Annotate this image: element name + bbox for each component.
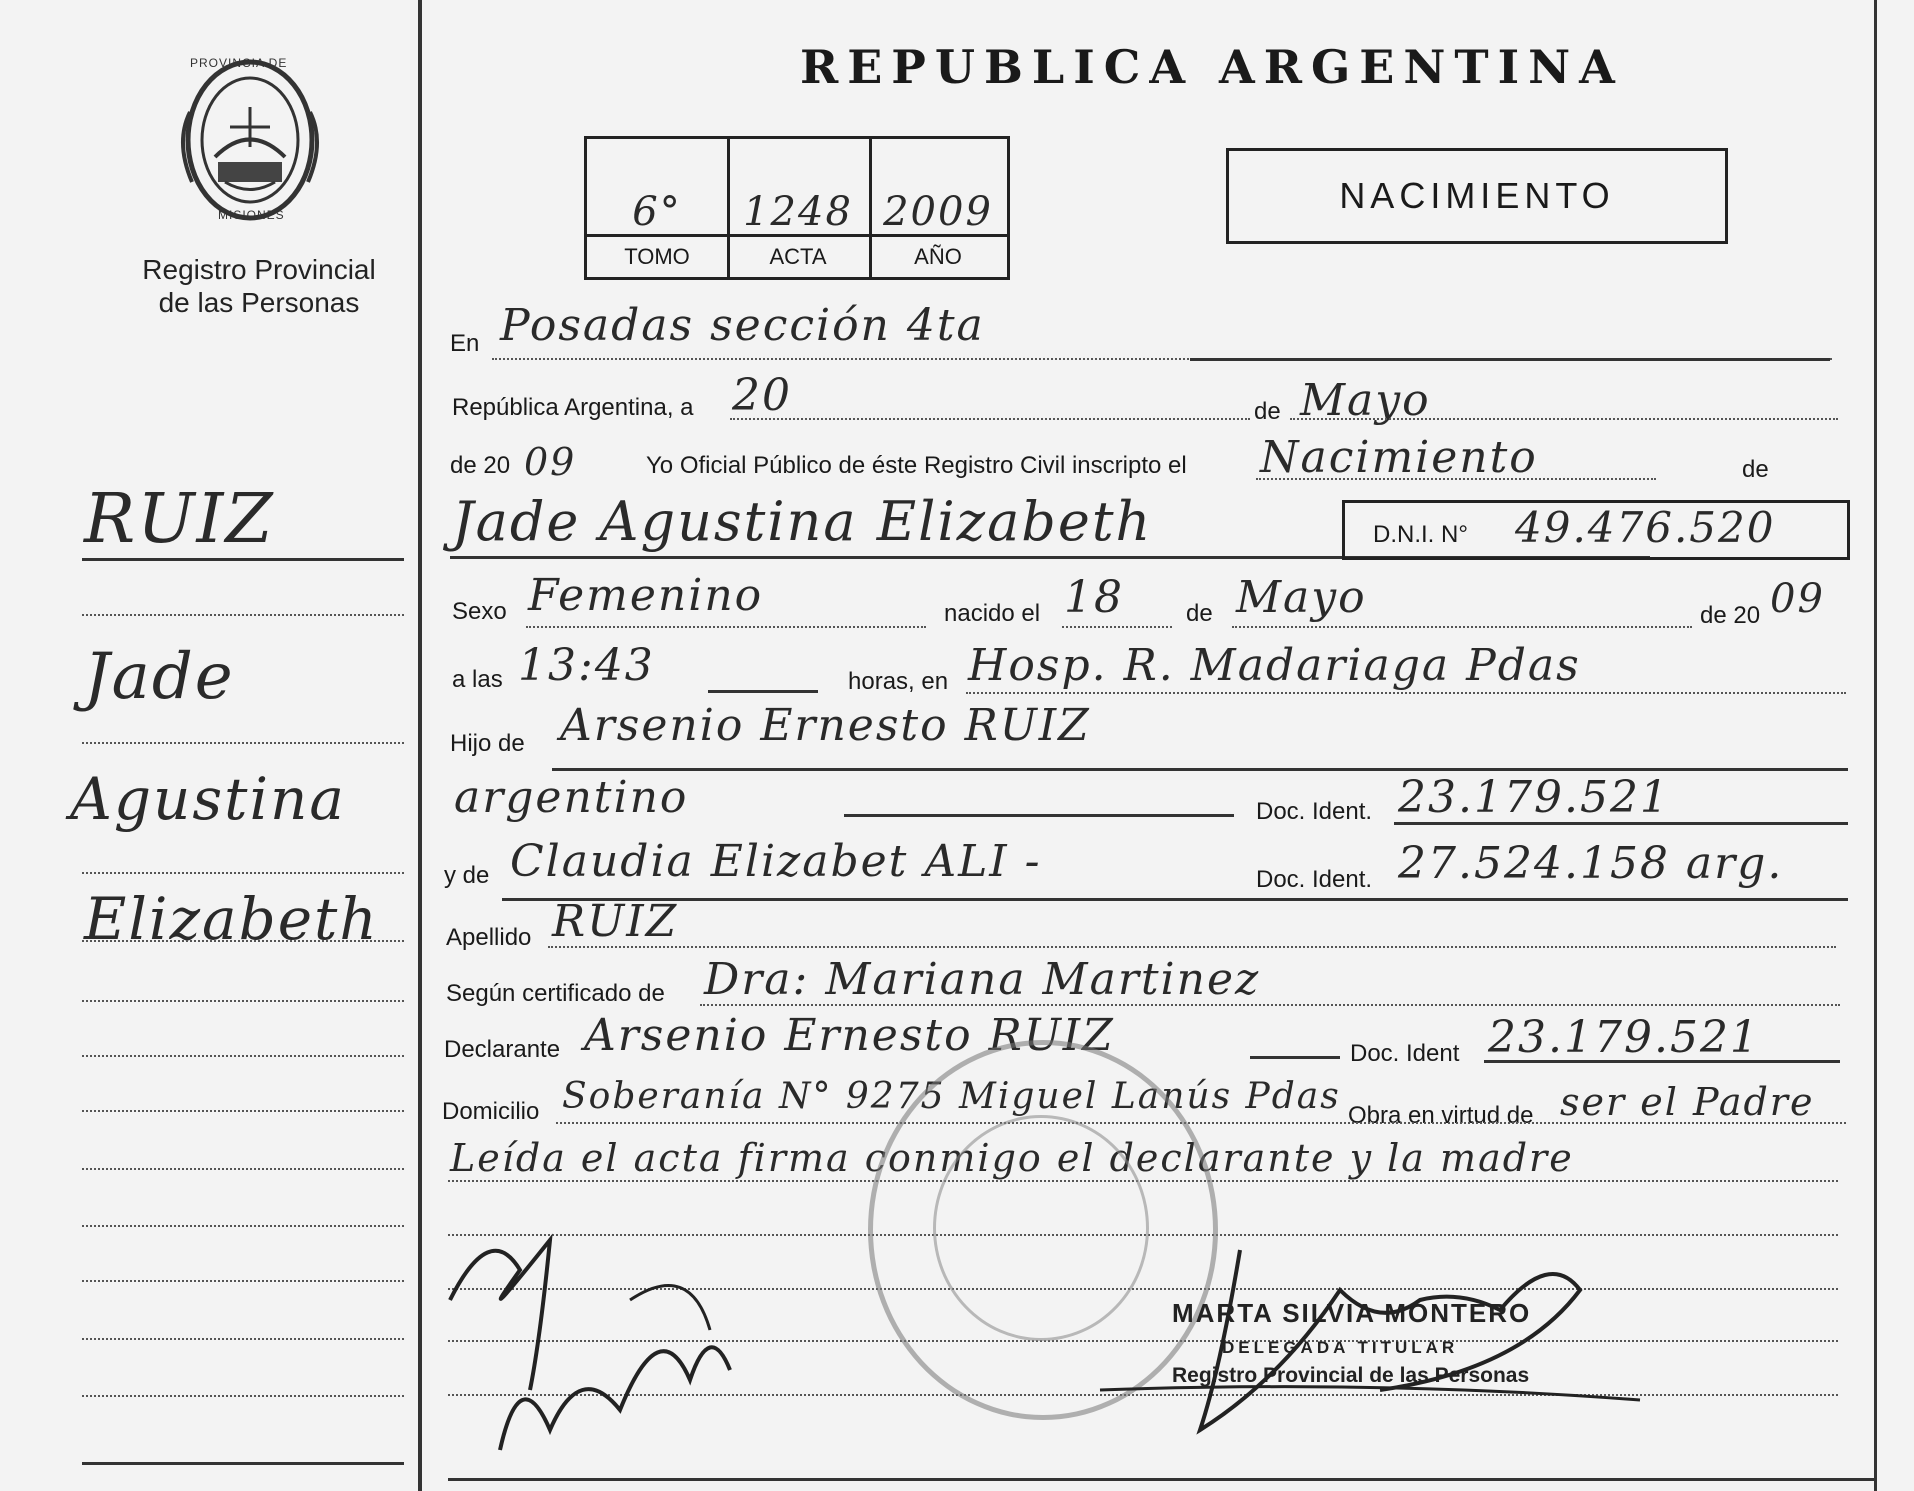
father-nationality-line bbox=[844, 814, 1234, 817]
domicilio-line bbox=[556, 1122, 1846, 1124]
declarante-line bbox=[1250, 1056, 1340, 1059]
day-value: 20 bbox=[732, 370, 792, 421]
declarante-label: Declarante bbox=[444, 1036, 561, 1063]
certificate-value: Dra: Mariana Martinez bbox=[704, 954, 1261, 1005]
sexo-value: Femenino bbox=[528, 570, 764, 621]
signatory-title: DELEGADA TITULAR bbox=[1222, 1338, 1459, 1357]
declarant-signature bbox=[430, 1180, 810, 1480]
margin-line bbox=[82, 1395, 404, 1397]
margin-line bbox=[82, 1110, 404, 1112]
father-name-value: Arsenio Ernesto RUIZ bbox=[560, 700, 1091, 751]
margin-line bbox=[82, 1280, 404, 1282]
declarante-doc-line bbox=[1484, 1060, 1840, 1063]
de-label: de bbox=[1254, 398, 1281, 425]
registry-name-line1: Registro Provincial bbox=[142, 254, 376, 285]
dni-box bbox=[1342, 500, 1850, 560]
birth-day-line bbox=[1062, 626, 1172, 628]
place-underline bbox=[1190, 358, 1830, 361]
dni-label: D.N.I. N° bbox=[1373, 521, 1468, 548]
en-label: En bbox=[450, 330, 480, 357]
birth-day-value: 18 bbox=[1064, 572, 1124, 623]
mother-label: y de bbox=[444, 862, 490, 889]
act-type-box bbox=[1226, 148, 1728, 244]
margin-line bbox=[82, 614, 404, 616]
republic-label: República Argentina, a bbox=[452, 394, 694, 421]
full-name-value: Jade Agustina Elizabeth bbox=[452, 490, 1153, 553]
margin-line bbox=[82, 1225, 404, 1227]
country-title: REPUBLICA ARGENTINA bbox=[800, 40, 1624, 94]
registry-name-line2: de las Personas bbox=[158, 287, 360, 318]
sexo-label: Sexo bbox=[452, 598, 507, 625]
tomo-value: 6° bbox=[632, 189, 682, 235]
margin-line bbox=[82, 558, 404, 561]
day-line bbox=[730, 418, 1250, 420]
closing-text: Leída el acta firma conmigo el declarante y la madre bbox=[450, 1136, 1574, 1180]
acta-label: ACTA bbox=[727, 234, 869, 277]
margin-line bbox=[82, 872, 404, 874]
inscribed-line bbox=[1256, 478, 1656, 480]
margin-divider bbox=[418, 0, 422, 1491]
margin-name3: Elizabeth bbox=[84, 885, 379, 953]
obra-label: Obra en virtud de bbox=[1348, 1102, 1534, 1129]
time-value: 13:43 bbox=[518, 640, 655, 691]
sexo-line bbox=[526, 626, 926, 628]
certificate-label: Según certificado de bbox=[446, 980, 665, 1007]
seal-top-text: PROVINCIA DE bbox=[190, 56, 288, 70]
declarante-value: Arsenio Ernesto RUIZ bbox=[584, 1010, 1115, 1061]
tomo-label: TOMO bbox=[587, 234, 727, 277]
doc-ident-label: Doc. Ident. bbox=[1256, 798, 1373, 825]
birth-month-line bbox=[1232, 626, 1692, 628]
anio-label: AÑO bbox=[869, 234, 1007, 277]
birth-place-line bbox=[966, 692, 1846, 694]
father-doc-line bbox=[1394, 822, 1848, 825]
registry-number-box bbox=[584, 136, 1010, 280]
obra-value: ser el Padre bbox=[1560, 1080, 1815, 1124]
birth-year-suffix: 09 bbox=[1770, 576, 1825, 622]
mother-line bbox=[502, 898, 1848, 901]
declarante-doc-value: 23.179.521 bbox=[1488, 1012, 1760, 1063]
tomo-cell bbox=[587, 139, 730, 277]
month-value: Mayo bbox=[1300, 375, 1431, 426]
seal-bottom-text: MISIONES bbox=[218, 208, 285, 222]
margin-line bbox=[82, 940, 404, 942]
margin-surname: RUIZ bbox=[84, 480, 275, 559]
page-right-border bbox=[1874, 0, 1877, 1491]
year-prefix-label: de 20 bbox=[450, 452, 511, 479]
officer-text: Yo Oficial Público de éste Registro Civil inscripto el bbox=[646, 452, 1187, 479]
doc-ident-label3: Doc. Ident bbox=[1350, 1040, 1460, 1067]
place-value: Posadas sección 4ta bbox=[500, 300, 985, 351]
apellido-line bbox=[548, 946, 1836, 948]
acta-cell bbox=[727, 139, 872, 277]
father-name-line bbox=[552, 768, 1848, 771]
birth-place-value: Hosp. R. Madariaga Pdas bbox=[968, 640, 1581, 691]
doc-ident-label2: Doc. Ident. bbox=[1256, 866, 1373, 893]
acta-value: 1248 bbox=[743, 189, 853, 235]
margin-name1: Jade bbox=[84, 640, 235, 714]
margin-line bbox=[82, 1055, 404, 1057]
de-label2: de bbox=[1742, 456, 1769, 483]
dni-value: 49.476.520 bbox=[1515, 503, 1776, 552]
inscribed-as-value: Nacimiento bbox=[1260, 432, 1538, 483]
mother-name-value: Claudia Elizabet ALI - bbox=[510, 836, 1042, 887]
act-type-label: NACIMIENTO bbox=[1339, 175, 1615, 216]
margin-line bbox=[82, 1000, 404, 1002]
apellido-label: Apellido bbox=[446, 924, 532, 951]
margin-line bbox=[82, 742, 404, 744]
mother-doc-value: 27.524.158 arg. bbox=[1398, 838, 1784, 889]
domicilio-value: Soberanía N° 9275 Miguel Lanús Pdas bbox=[562, 1076, 1341, 1117]
anio-value: 2009 bbox=[883, 189, 993, 235]
father-label: Hijo de bbox=[450, 730, 525, 757]
de-label3: de bbox=[1186, 600, 1213, 627]
born-label: nacido el bbox=[944, 600, 1041, 627]
time-line bbox=[708, 690, 818, 693]
birth-year-label: de 20 bbox=[1700, 602, 1761, 629]
margin-line bbox=[82, 1462, 404, 1465]
father-doc-value: 23.179.521 bbox=[1398, 772, 1670, 823]
hours-label: horas, en bbox=[848, 668, 949, 695]
signatory-name: MARTA SILVIA MONTERO bbox=[1172, 1298, 1532, 1328]
signatory-office: Registro Provincial de las Personas bbox=[1172, 1364, 1530, 1387]
province-seal bbox=[170, 52, 330, 227]
certificate-line bbox=[700, 1004, 1840, 1006]
year-suffix-value: 09 bbox=[524, 440, 577, 484]
father-nationality-value: argentino bbox=[454, 772, 689, 823]
seal-emblem-icon bbox=[170, 52, 330, 227]
birth-month-value: Mayo bbox=[1236, 572, 1367, 623]
margin-name2: Agustina bbox=[70, 765, 346, 833]
time-label: a las bbox=[452, 666, 503, 693]
month-line bbox=[1290, 418, 1838, 420]
anio-cell bbox=[869, 139, 1007, 277]
margin-line bbox=[82, 1338, 404, 1340]
margin-line bbox=[82, 1168, 404, 1170]
domicilio-label: Domicilio bbox=[442, 1098, 540, 1125]
apellido-value: RUIZ bbox=[552, 896, 679, 947]
